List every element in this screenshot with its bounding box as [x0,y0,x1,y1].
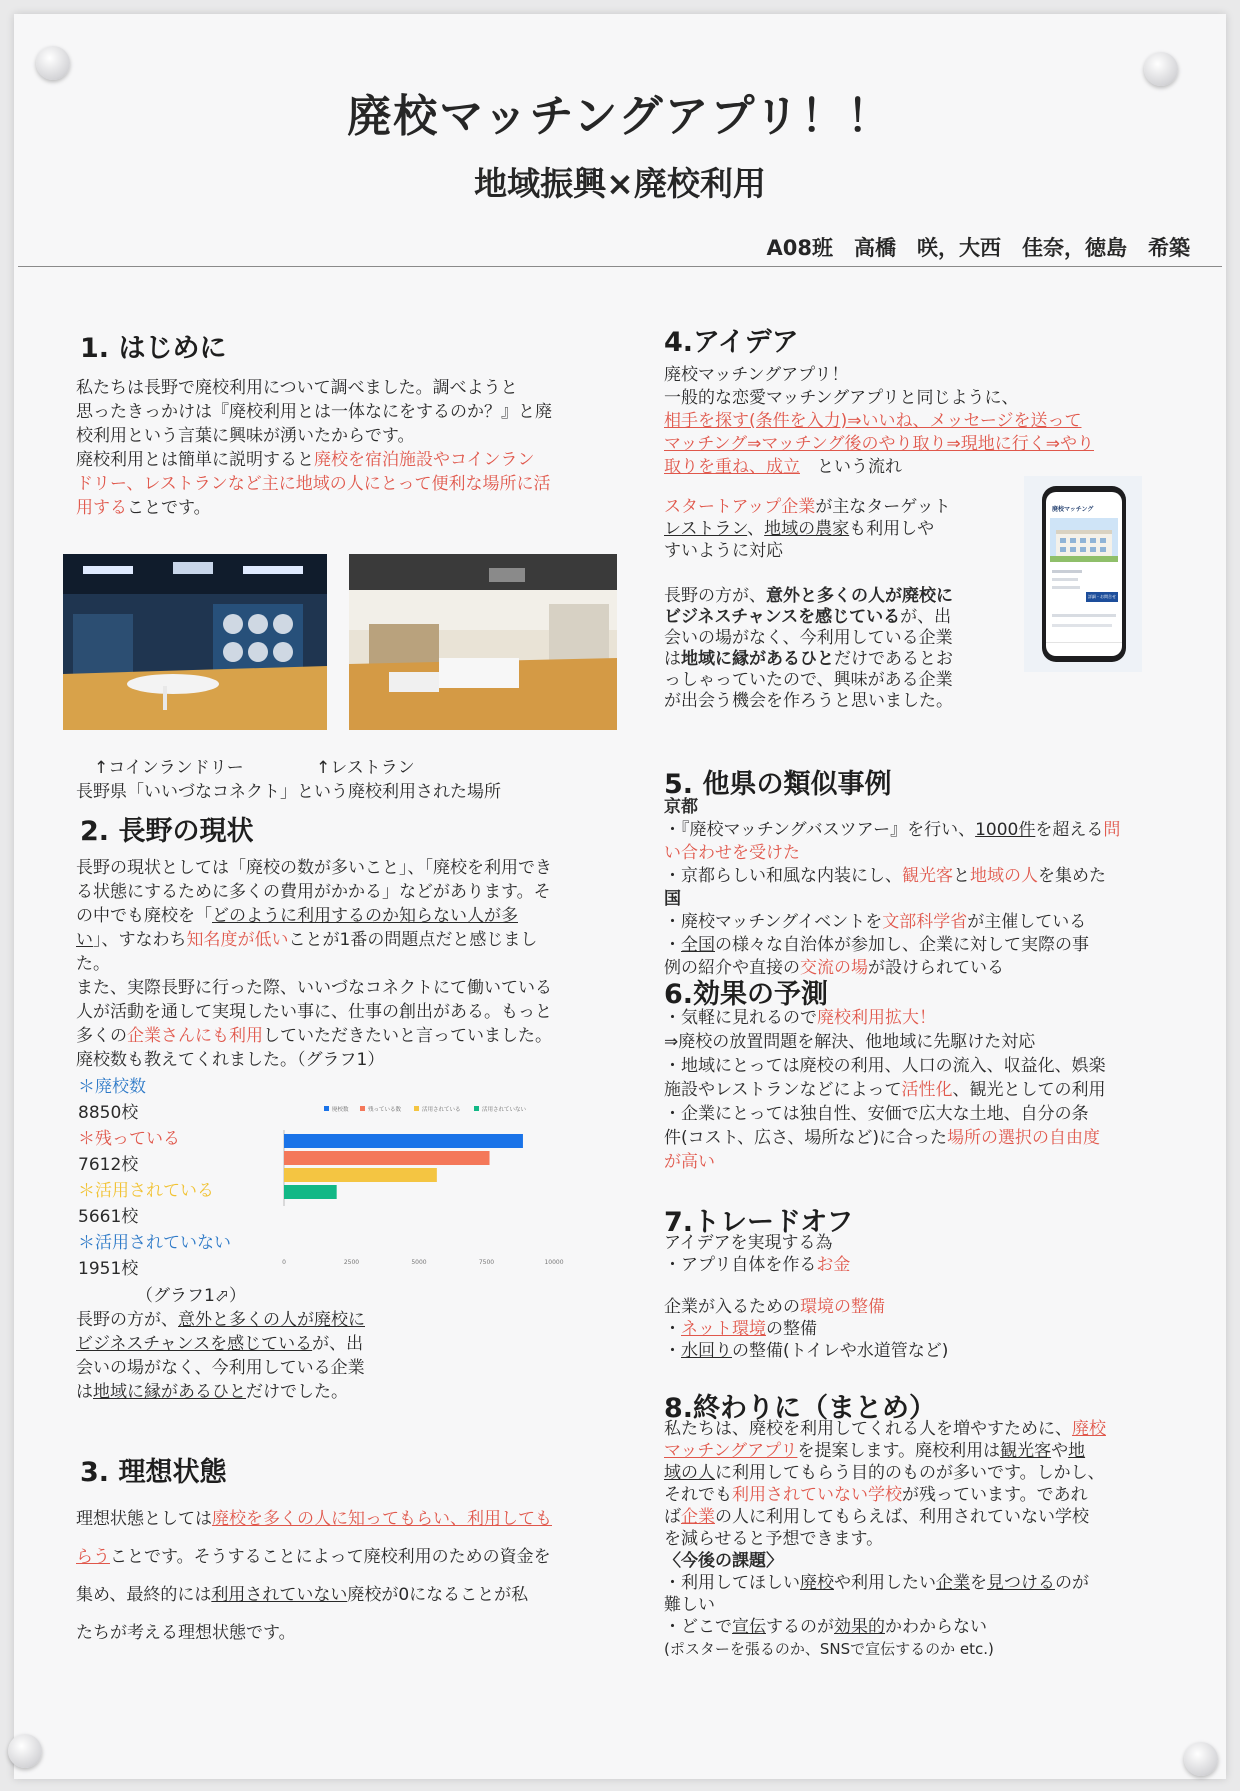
section-heading-conclusion: 8.終わりに（まとめ） [664,1393,937,1424]
text-span: の整備(トイレや水道管など) [732,1341,949,1361]
x-tick-label: 10000 [544,1259,564,1266]
text-span: 施設やレストランなどによって [664,1080,902,1100]
underlined-text: レストラン [664,519,748,539]
underlined-text: 1000件 [975,820,1036,840]
highlight-text: 活性化 [901,1080,953,1100]
text-span: や [1051,1441,1069,1461]
text-span: は [76,1382,93,1402]
graph-caption: （グラフ1⬀） [136,1286,247,1306]
underlined-text: 地域の農家 [764,519,850,539]
text-span: ・気軽に見れるので [664,1008,817,1028]
highlight-text: ネット環境 [681,1319,766,1339]
text-span: のが [1055,1573,1089,1593]
text-span: を超える [1035,820,1104,840]
text-span: 長野の方が、 [76,1310,178,1330]
text-line: 私たちは長野で廃校利用について調べました。調べようと [76,378,518,398]
section-heading-ideal-state: 3. 理想状態 [80,1457,227,1488]
current-state-text [76,856,616,1072]
text-line [76,1576,616,1614]
text-span: ・廃校マッチングイベントを [664,912,883,932]
text-line [76,1024,616,1048]
text-span: ・アプリ自体を作る [664,1255,817,1275]
spacer [664,1276,1194,1296]
text-line [664,649,1004,670]
text-span: ことです。そうすることによって廃校利用のための資金を [110,1547,551,1567]
text-line: 難しい [664,1595,715,1615]
text-line [664,1484,1194,1506]
authors: A08班 高橋 咲，大西 佳奈，徳島 希築 [766,236,1190,260]
text-span: かわからない [885,1617,987,1637]
tab-bar [1046,642,1122,656]
app-name: 廃校マッチング [1052,506,1094,513]
text-span: 件(コスト、広さ、場所など)に合った [664,1128,948,1148]
text-line: 一般的な恋愛マッチングアプリと同じように、 [664,388,1019,408]
text-span: 多くの [76,1026,127,1046]
text-span: や利用したい [834,1573,936,1593]
text-line [664,1440,1194,1462]
text-span: の人に利用してもらえば、利用されていない学校 [715,1507,1089,1527]
text-line: 校利用という言葉に興味が湧いたからです。 [76,426,415,446]
text-span: していただきたいと言っていました。 [263,1026,552,1046]
poster-sheet [14,14,1226,1779]
text-span: だけでした。 [246,1382,348,1402]
highlight-text: マッチング⇒マッチング後のやり取り⇒現地に行く⇒やり [664,434,1094,454]
x-tick-label: 0 [282,1259,286,1266]
text-span: ことが1番の問題点だと感じまし [288,930,538,950]
school-stats-list [78,1074,231,1282]
text-span: と [953,866,970,886]
bold-text: ビジネスチャンスを感じている [664,607,901,627]
text-span: 廃校利用とは簡単に説明すると [76,450,314,470]
phone-frame [1042,486,1126,662]
subheading-national: 国 [664,889,681,909]
highlight-text: 廃校を宿泊施設やコインラン [314,450,535,470]
x-tick-label: 7500 [478,1259,495,1266]
text-line [664,496,994,518]
text-line [76,1332,616,1356]
highlight-text: 相手を探す(条件を入力)⇒いいね、メッセージを送って [664,411,1082,431]
text-span: という流れ [800,457,902,477]
stat-label-unused: ＊活用されていない [78,1233,231,1253]
tradeoff-text [664,1232,1194,1362]
text-line [664,1418,1194,1440]
bold-text: 地域に縁があるひと [681,649,834,669]
similar-cases-text [664,796,1194,980]
photo-caption-restaurant: ↑レストラン [316,758,415,778]
text-line [664,518,994,540]
effects-text [664,1006,1194,1174]
text-line: (ポスターを張るのか、SNSで宣伝するのか etc.) [664,1640,994,1658]
highlight-text: 廃校を多くの人に知ってもらい、利用しても [212,1509,552,1529]
text-span: それでも [664,1485,732,1505]
target-text [664,496,994,562]
legend-swatch [474,1106,479,1111]
text-span: ・ [664,1319,681,1339]
text-line: 会いの場がなく、今利用している企業 [76,1358,365,1378]
text-span: 例の紹介や直接の [664,958,800,978]
inquiry-button[interactable]: 詳細・お問合せ [1086,592,1118,602]
highlight-text: 廃校 [1072,1419,1106,1439]
section-heading-current-state: 2. 長野の現状 [80,816,254,847]
text-line [76,1308,616,1332]
phone-screen [1046,492,1122,656]
text-line: 会いの場がなく、今利用している企業 [664,628,953,648]
underlined-text: ビジネスチャンスを感じている [76,1334,313,1354]
underlined-text: 企業 [936,1573,970,1593]
text-placeholder [1052,578,1078,581]
underlined-text: どのように利用するのか知らない人が多 [212,906,518,926]
poster-title: 廃校マッチングアプリ！！ [347,91,893,142]
text-line [664,934,1194,957]
text-line [664,1506,1194,1528]
legend-swatch [324,1106,329,1111]
text-line [664,1254,1194,1276]
legend-label: 活用されていない [482,1107,527,1113]
underlined-text: 宣伝 [732,1617,766,1637]
text-line: ・企業にとっては独自性、安価で広大な土地、自分の条 [664,1104,1089,1124]
x-tick-label: 2500 [343,1259,360,1266]
text-line [664,1006,1194,1030]
text-line [664,586,1004,607]
school-count-chart [264,1094,594,1274]
underlined-text: 全国 [681,935,715,955]
section-heading-similar-cases: 5. 他県の類似事例 [664,769,892,800]
text-span: 企業が入るための [664,1297,800,1317]
text-span: の様々な自治体が参加し、企業に対して実際の事 [715,935,1089,955]
stat-label-total: ＊廃校数 [78,1077,146,1097]
text-span: 」、すなわち [93,930,187,950]
pushpin-icon [1184,1742,1218,1776]
chart-bar [284,1134,523,1148]
text-span: が残っています。であれ [902,1485,1088,1505]
text-line: た。 [76,954,110,974]
chart-bar [284,1168,437,1182]
text-line: る状態にするために多くの費用がかかる」などがあります。そ [76,882,551,902]
legend-swatch [360,1106,365,1111]
text-line [76,928,616,952]
ideal-state-text [76,1500,616,1652]
text-placeholder [1052,624,1112,627]
text-line [664,1462,1194,1484]
highlight-text: マッチングアプリ [664,1441,798,1461]
text-line [664,865,1194,888]
text-line [664,1340,1194,1362]
text-line [76,1500,616,1538]
highlight-text: 交流の場 [800,958,868,978]
section-heading-tradeoff: 7.トレードオフ [664,1207,854,1238]
highlight-text: スタートアップ企業 [664,497,816,517]
text-placeholder [1052,614,1116,617]
text-line: が出会う機会を作ろうと思いました。 [664,691,953,711]
legend-swatch [414,1106,419,1111]
stat-label-remaining: ＊残っている [78,1129,180,1149]
highlight-text: が高い [664,1152,715,1172]
text-span: が主催している [967,912,1087,932]
bold-text: 意外と多くの人が廃校に [766,586,953,606]
stat-value-remaining: 7612校 [78,1155,139,1175]
text-span: 、観光としての利用 [952,1080,1106,1100]
text-line: 思ったきっかけは『廃校利用とは一体なにをするのか？』と廃 [76,402,552,422]
text-line: アイデアを実現する為 [664,1233,833,1253]
text-line [664,1296,1194,1318]
text-line: ・地域にとっては廃校の利用、人口の流入、収益化、娯楽 [664,1056,1106,1076]
highlight-text: 文部科学省 [882,912,968,932]
stat-label-used: ＊活用されている [78,1181,214,1201]
text-span: ・『廃校マッチングバスツアー』を行い、 [664,820,976,840]
restaurant-photo [349,554,617,730]
underlined-text: 見つける [987,1573,1055,1593]
photo-caption-laundry: ↑コインランドリー [94,758,244,778]
text-line [76,1538,616,1576]
text-line [664,607,1004,628]
underlined-text: 利用されていない [211,1585,348,1605]
text-line [664,1572,1194,1594]
section-heading-effects: 6.効果の予測 [664,979,829,1010]
underlined-text: 意外と多くの人が廃校に [178,1310,365,1330]
underlined-text: 観光客 [1000,1441,1052,1461]
text-line [76,448,616,472]
text-span: に利用してもらう目的のものが多いです。しかし、 [715,1463,1105,1483]
text-line: 廃校数も教えてくれました。（グラフ1） [76,1050,385,1070]
text-line: ⇒廃校の放置問題を解決、他地域に先駆けた対応 [664,1032,1036,1052]
section-heading-idea: 4.アイデア [664,327,799,358]
text-span: ・どこで [664,1617,732,1637]
underlined-text: 地 [1068,1441,1086,1461]
text-span: ば [664,1507,681,1527]
text-span: 長野の方が、 [664,586,766,606]
highlight-text: 企業 [681,1507,715,1527]
text-span: ・京都らしい和風な内装にし、 [664,866,902,886]
subheading-kyoto: 京都 [664,797,698,817]
stat-value-unused: 1951校 [78,1259,139,1279]
text-line [664,1318,1194,1340]
coin-laundry-photo [63,554,327,730]
section-heading-intro: 1. はじめに [80,333,227,364]
text-line: たちが考える理想状態です。 [76,1623,296,1643]
text-span: も利用しや [849,519,935,539]
text-line [664,1078,1194,1102]
school-image [1050,518,1118,562]
highlight-text: ドリー、レストランなど主に地域の人にとって便利な場所に活 [76,474,551,494]
text-span: が設けられている [868,958,1004,978]
text-line: 長野の現状としては「廃校の数が多いこと」、「廃校を利用でき [76,858,552,878]
chart-bar [284,1185,337,1199]
text-line [76,496,616,520]
text-span: ・ [664,935,681,955]
text-span: 私たちは、廃校を利用してくれる人を増やすために、 [664,1419,1072,1439]
underlined-text: 域の人 [664,1463,715,1483]
highlight-text: 地域の人 [970,866,1038,886]
text-line [76,1380,616,1404]
underlined-text: 地域に縁があるひと [93,1382,246,1402]
text-span: だけであるとお [834,649,953,669]
highlight-text: 廃校利用拡大！ [817,1008,936,1028]
underlined-text: 水回り [681,1341,732,1361]
highlight-text: 知名度が低い [186,930,289,950]
text-span: の整備 [766,1319,817,1339]
text-line: っしゃっていたので、興味がある企業 [664,670,953,690]
intro-text [76,376,616,520]
text-span: が、出 [900,607,952,627]
text-span: するのが [766,1617,834,1637]
subheading-future-issues: 〈今後の課題〉 [664,1551,783,1571]
pushpin-icon [8,1734,42,1768]
highlight-text: 観光客 [902,866,953,886]
text-span: が、出 [312,1334,364,1354]
text-span: 理想状態としては [76,1509,212,1529]
highlight-text: お金 [816,1255,851,1275]
text-span: 集め、最終的には [76,1585,212,1605]
text-line: 廃校マッチングアプリ！ [664,365,849,385]
highlight-text: 企業さんにも利用 [127,1026,263,1046]
text-line: を減らせると予想できます。 [664,1529,884,1549]
text-line: すいように対応 [664,541,783,561]
highlight-text: 利用されていない学校 [732,1485,902,1505]
stat-value-used: 5661校 [78,1207,139,1227]
text-span: を集めた [1038,866,1106,886]
photo-caption-location: 長野県「いいづなコネクト」という廃校利用された場所 [76,782,501,802]
highlight-text: 問 [1103,820,1121,840]
stat-value-total: 8850校 [78,1103,139,1123]
idea-text [664,364,1184,479]
poster-subtitle: 地域振興×廃校利用 [474,164,766,203]
highlight-text: 取りを重ね、成立 [664,457,800,477]
text-span: 廃校が0になることが私 [347,1585,529,1605]
text-line [664,1616,1194,1638]
text-line [664,1126,1194,1150]
chart-bar [284,1151,490,1165]
highlight-text: 用する [76,498,127,518]
underlined-text: い [76,930,93,950]
text-line [664,911,1194,934]
business-chance-text [664,586,1004,712]
opinion-text [76,1308,616,1404]
bar-chart-svg [264,1094,594,1274]
legend-label: 残っている数 [368,1107,402,1113]
header-divider [18,266,1222,267]
text-span: ・ [664,1341,681,1361]
text-line: 人が活動を通して実現したい事に、仕事の創出がある。もっと [76,1002,552,1022]
text-placeholder [1052,570,1082,573]
highlight-text: らう [76,1547,110,1567]
text-line: また、実際長野に行った際、いいづなコネクトにて働いている [76,978,552,998]
text-span: ・利用してほしい [664,1573,800,1593]
underlined-text: 効果的 [834,1617,885,1637]
text-line [664,819,1194,842]
underlined-text: 廃校 [800,1573,834,1593]
pushpin-icon [36,46,70,80]
text-line [76,904,616,928]
text-span: の中でも廃校を「 [76,906,212,926]
legend-label: 廃校数 [332,1107,349,1113]
legend-label: 活用されている [422,1107,461,1113]
text-span: が主なターゲット [815,497,951,517]
text-span: を [970,1573,987,1593]
conclusion-text [664,1418,1194,1660]
text-span: は [664,649,681,669]
text-placeholder [1052,586,1080,589]
text-span: を提案します。廃校利用は [797,1441,1001,1461]
highlight-text: 環境の整備 [800,1297,885,1317]
x-tick-label: 5000 [411,1259,427,1266]
highlight-text: い合わせを受けた [664,843,800,863]
text-span: 、 [747,519,765,539]
app-mockup-panel [1024,476,1142,672]
highlight-text: 場所の選択の自由度 [947,1128,1101,1148]
text-span: ことです。 [127,498,211,518]
